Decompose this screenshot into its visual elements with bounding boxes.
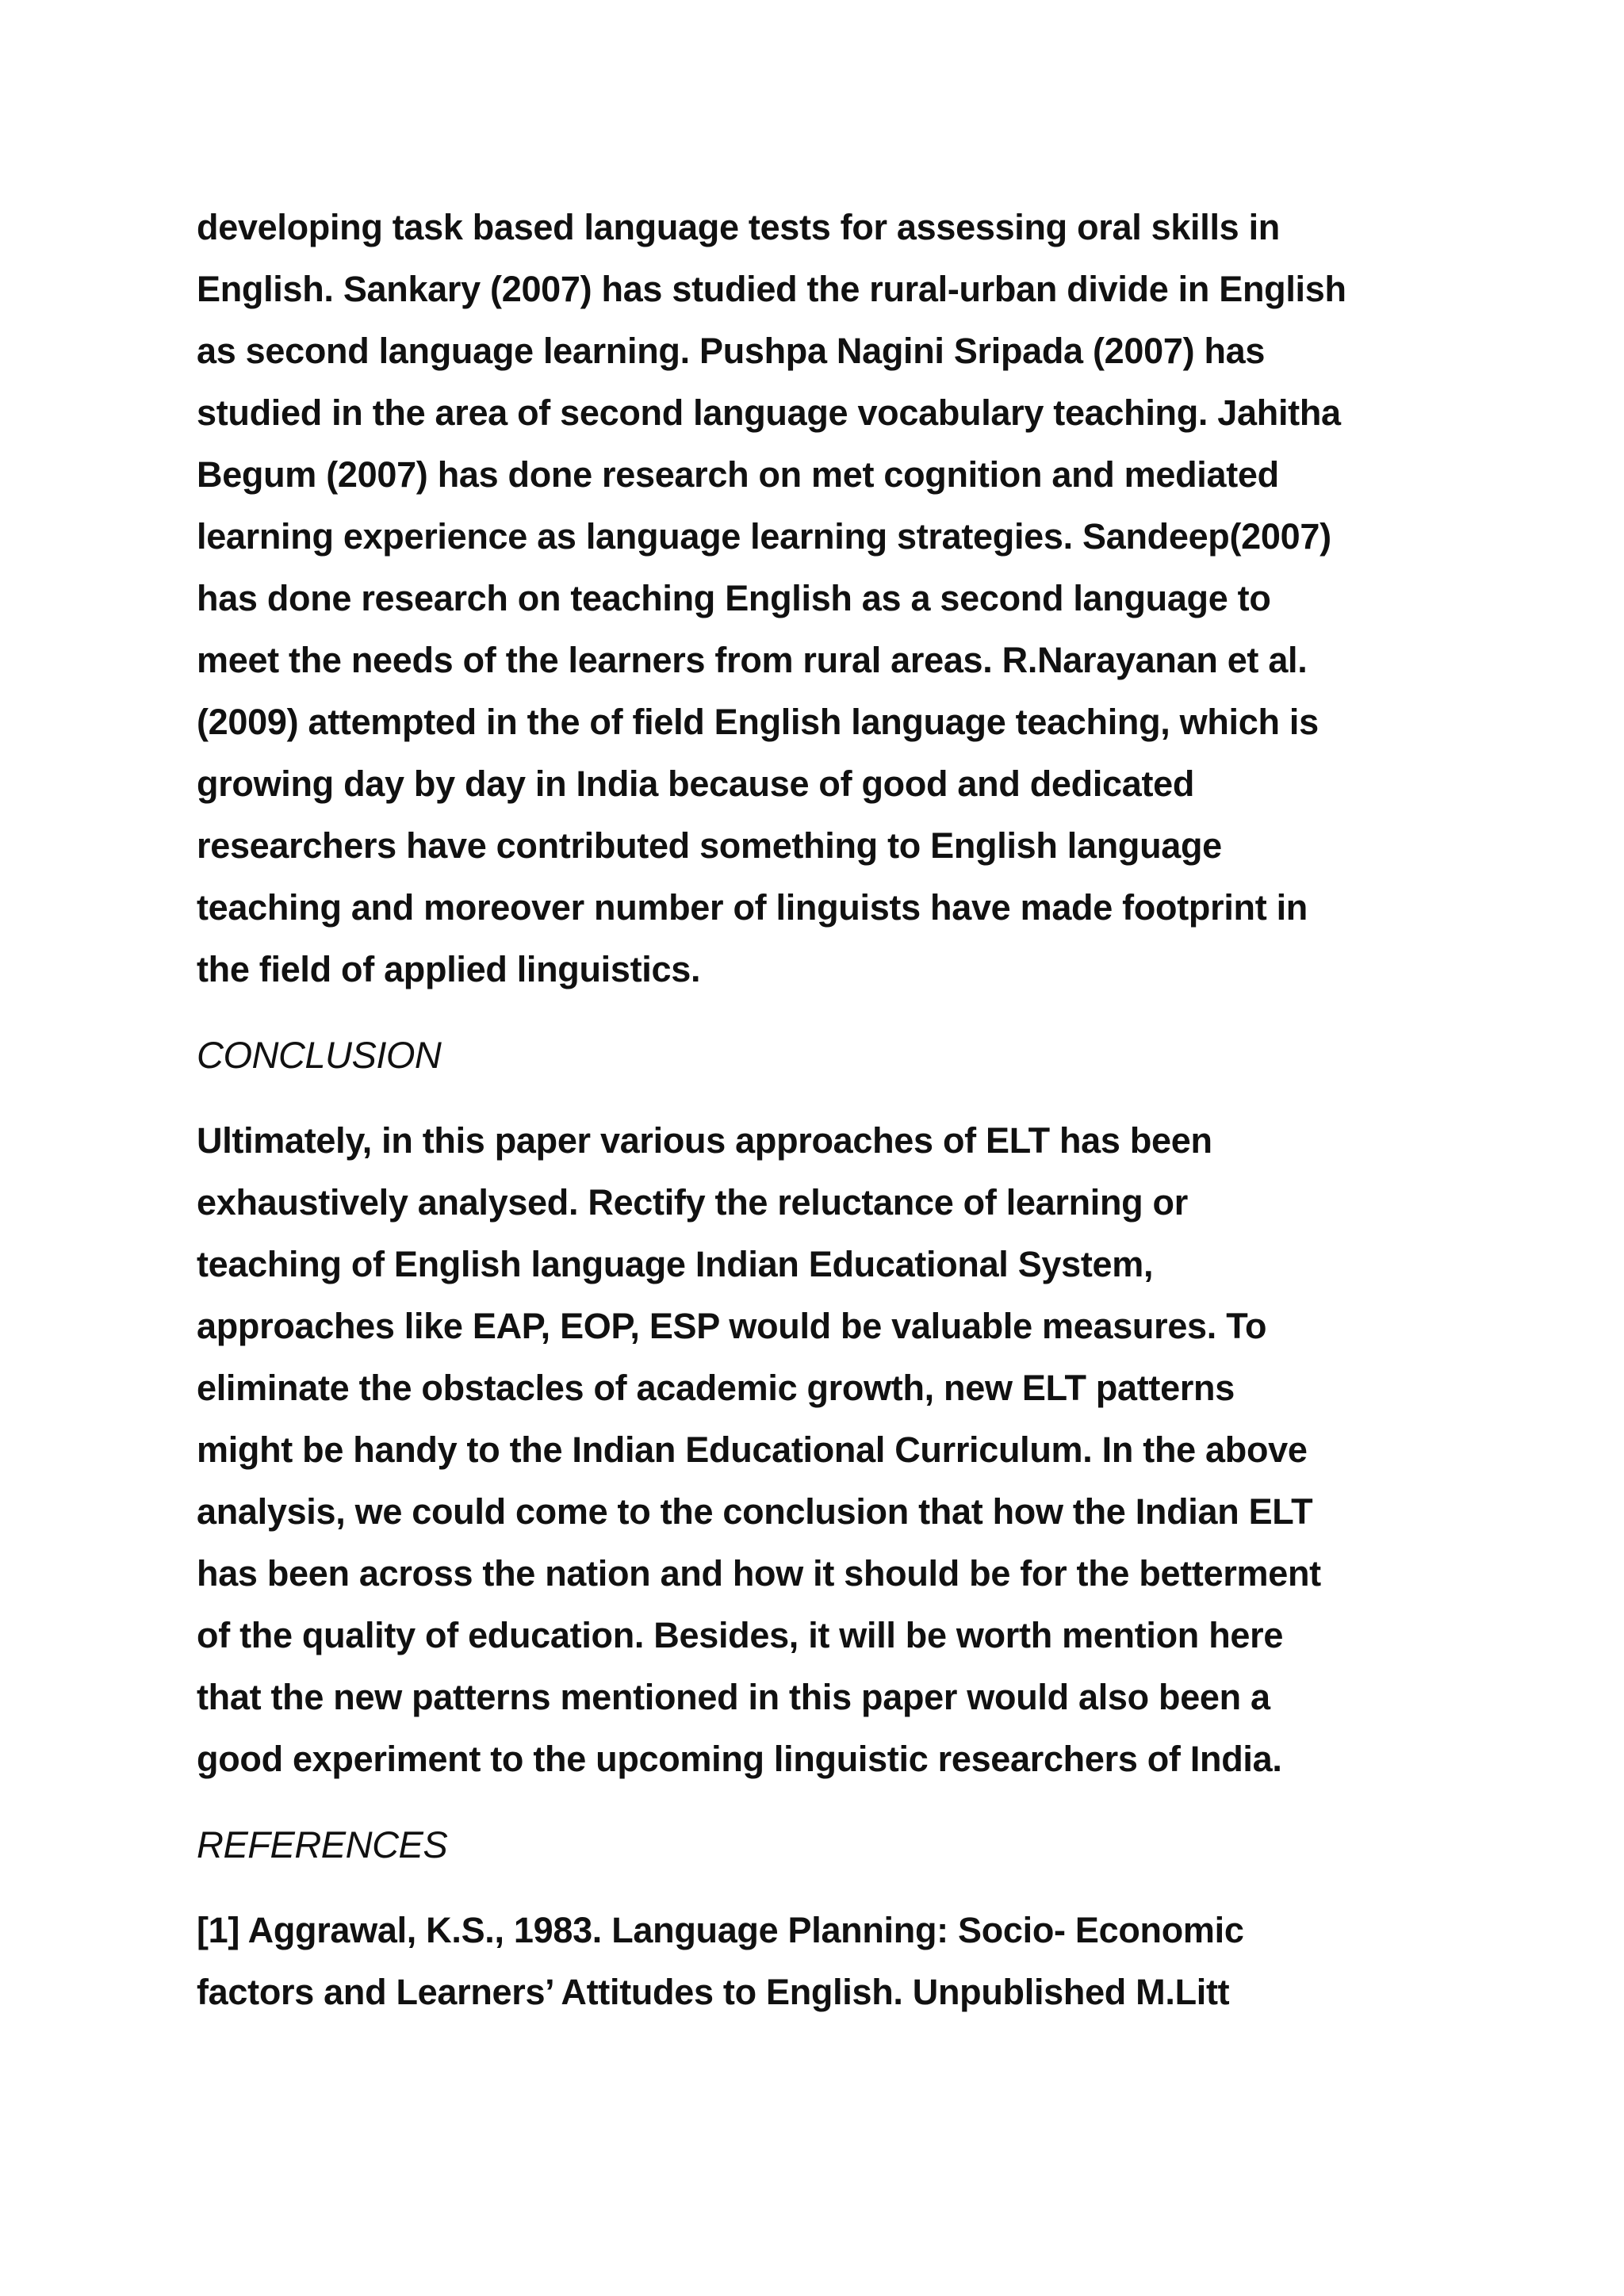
- paragraph-line: studied in the area of second language vocabulary teaching. Jahitha: [197, 392, 1341, 433]
- page-content: [197, 197, 1450, 2023]
- references-heading: REFERENCES: [197, 1823, 448, 1866]
- conclusion-paragraph: [197, 1110, 1450, 1790]
- paragraph-line: that the new patterns mentioned in this paper would also been a: [197, 1677, 1270, 1717]
- reference-line: factors and Learners’ Attitudes to English. Unpublished M.Litt: [197, 1972, 1230, 2012]
- reference-line: [1] Aggrawal, K.S., 1983. Language Planning: Socio- Economic: [197, 1910, 1244, 1950]
- paragraph-line: teaching and moreover number of linguists have made footprint in: [197, 887, 1308, 928]
- reference-entry: [197, 1900, 1450, 2023]
- paragraph-line: English. Sankary (2007) has studied the rural-urban divide in English: [197, 269, 1346, 309]
- paragraph-line: exhaustively analysed. Rectify the reluctance of learning or: [197, 1182, 1188, 1223]
- paragraph-line: (2009) attempted in the of field English language teaching, which is: [197, 702, 1319, 742]
- paragraph-line: might be handy to the Indian Educational Curriculum. In the above: [197, 1429, 1308, 1470]
- paragraph-line: Ultimately, in this paper various approaches of ELT has been: [197, 1120, 1212, 1161]
- paragraph-line: analysis, we could come to the conclusion that how the Indian ELT: [197, 1491, 1313, 1532]
- paragraph-line: has been across the nation and how it should be for the betterment: [197, 1553, 1321, 1594]
- paragraph-line: as second language learning. Pushpa Nagini Sripada (2007) has: [197, 331, 1266, 371]
- paragraph-line: the field of applied linguistics.: [197, 949, 701, 989]
- paragraph-line: growing day by day in India because of good and dedicated: [197, 763, 1195, 804]
- body-paragraph: [197, 197, 1450, 1001]
- conclusion-heading: CONCLUSION: [197, 1034, 442, 1076]
- paragraph-line: meet the needs of the learners from rural areas. R.Narayanan et al.: [197, 640, 1308, 680]
- paragraph-line: learning experience as language learning strategies. Sandeep(2007): [197, 516, 1331, 557]
- paragraph-line: approaches like EAP, EOP, ESP would be valuable measures. To: [197, 1306, 1267, 1346]
- paragraph-line: Begum (2007) has done research on met cognition and mediated: [197, 454, 1279, 495]
- paragraph-line: researchers have contributed something to English language: [197, 825, 1222, 866]
- paragraph-line: good experiment to the upcoming linguistic researchers of India.: [197, 1739, 1282, 1779]
- paragraph-line: of the quality of education. Besides, it will be worth mention here: [197, 1615, 1284, 1655]
- paragraph-line: eliminate the obstacles of academic growth, new ELT patterns: [197, 1368, 1235, 1408]
- paragraph-line: has done research on teaching English as a second language to: [197, 578, 1271, 618]
- paragraph-line: teaching of English language Indian Educational System,: [197, 1244, 1154, 1284]
- paragraph-line: developing task based language tests for assessing oral skills in: [197, 207, 1280, 247]
